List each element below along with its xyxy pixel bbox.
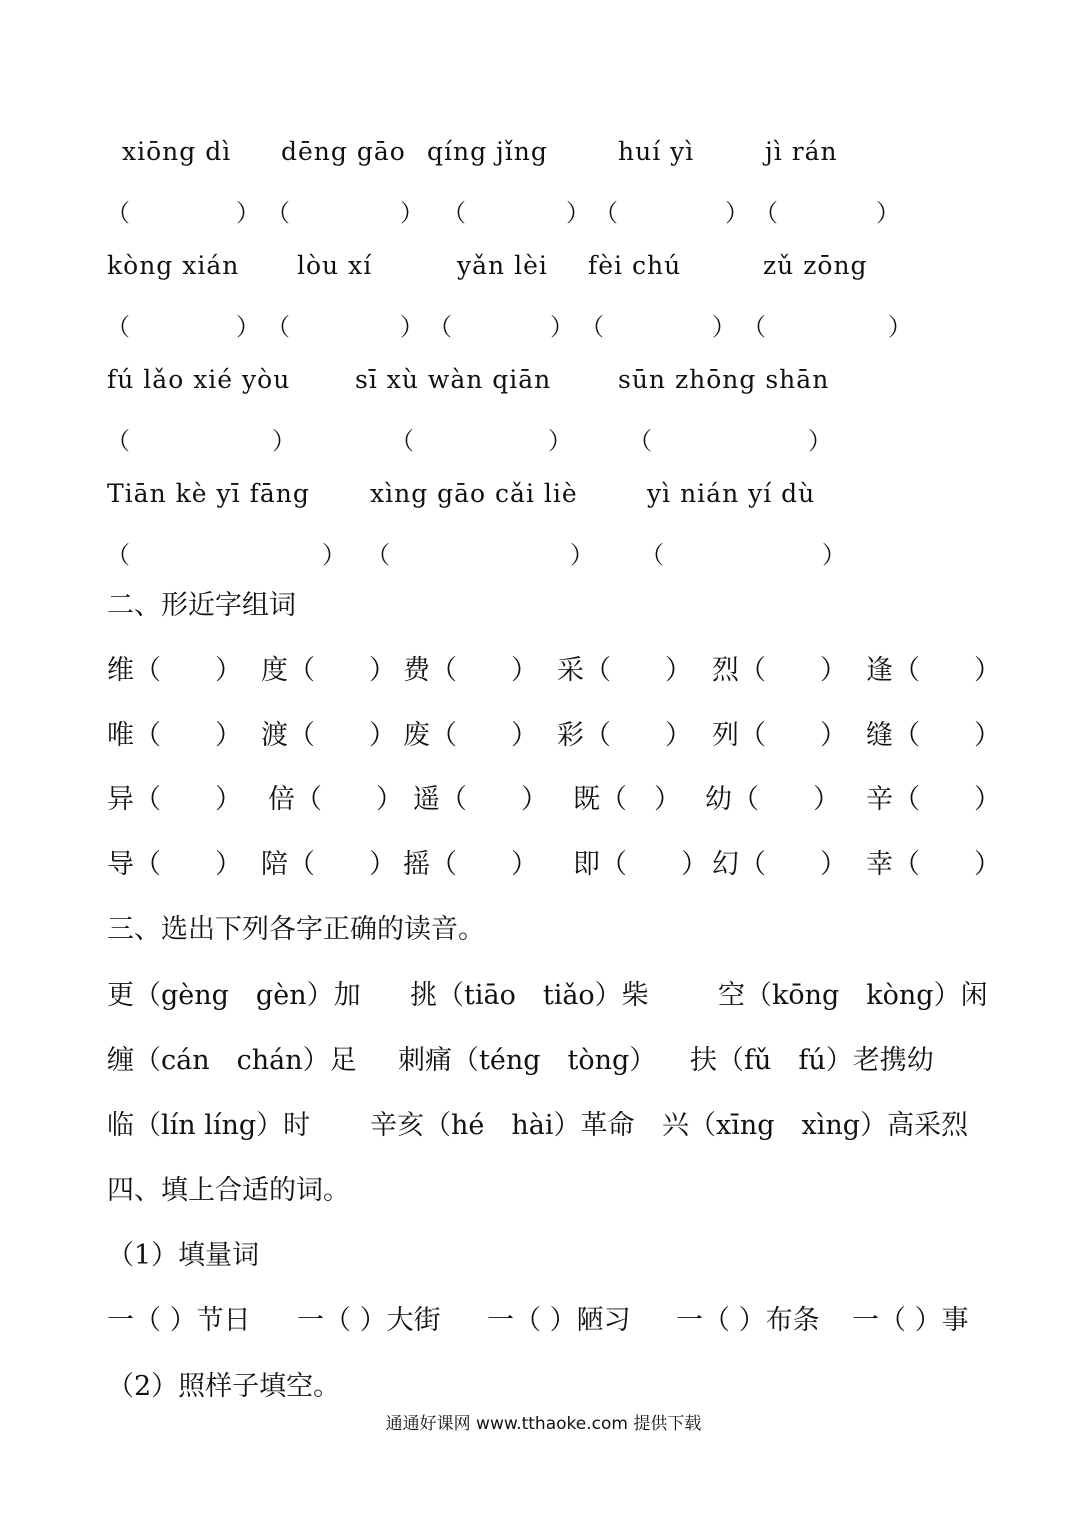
char-item: 幻（ ） xyxy=(712,849,847,880)
pinyin-word: lòu xí xyxy=(297,251,373,280)
answer-paren-close: ） xyxy=(400,199,424,227)
char-item: 摇（ ） xyxy=(403,849,538,880)
pinyin-word: jì rán xyxy=(765,137,838,166)
pronunciation-item: 兴（xīng xìng）高采烈 xyxy=(662,1110,969,1141)
pinyin-word: sūn zhōng shān xyxy=(618,365,830,394)
answer-paren-open: （ xyxy=(428,313,452,341)
char-item: 幼（ ） xyxy=(705,784,840,815)
answer-paren-open: （ xyxy=(580,313,604,341)
pronunciation-item: 扶（fǔ fú）老携幼 xyxy=(690,1045,934,1076)
answer-paren-close: ） xyxy=(712,313,736,341)
pinyin-word: yì nián yí dù xyxy=(647,479,816,508)
answer-paren-close: ） xyxy=(548,427,572,455)
pronunciation-item: 挑（tiāo tiǎo）柴 xyxy=(410,980,649,1011)
answer-paren-open: （ xyxy=(594,199,618,227)
measure-word-item: 一（ ）陋习 xyxy=(487,1305,631,1336)
answer-paren-close: ） xyxy=(566,199,590,227)
answer-paren-open: （ xyxy=(266,313,290,341)
pinyin-word: Tiān kè yī fāng xyxy=(107,479,310,508)
char-item: 幸（ ） xyxy=(866,849,1001,880)
pinyin-word: zǔ zōng xyxy=(763,251,868,280)
char-item: 逢（ ） xyxy=(866,655,1001,686)
pronunciation-item: 更（gèng gèn）加 xyxy=(107,980,361,1011)
char-item: 彩（ ） xyxy=(557,720,692,751)
char-item: 费（ ） xyxy=(403,655,538,686)
pinyin-word: yǎn lèi xyxy=(457,251,548,280)
pinyin-word: xiōng dì xyxy=(122,137,232,166)
section-title: 四、填上合适的词。 xyxy=(107,1175,350,1206)
char-item: 倍（ ） xyxy=(268,784,403,815)
measure-word-item: 一（ ）事 xyxy=(852,1305,969,1336)
pinyin-word: kòng xián xyxy=(107,251,240,280)
measure-word-item: 一（ ）大街 xyxy=(297,1305,441,1336)
char-item: 遥（ ） xyxy=(413,784,548,815)
pinyin-word: sī xù wàn qiān xyxy=(355,365,552,394)
char-item: 缝（ ） xyxy=(866,720,1001,751)
pinyin-word: xìng gāo cǎi liè xyxy=(370,479,578,508)
answer-paren-close: ） xyxy=(236,313,260,341)
answer-paren-open: （ xyxy=(742,313,766,341)
answer-paren-close: ） xyxy=(400,313,424,341)
pinyin-word: huí yì xyxy=(618,137,695,166)
pronunciation-item: 刺痛（téng tòng） xyxy=(398,1045,657,1076)
char-item: 度（ ） xyxy=(261,655,396,686)
answer-paren-close: ） xyxy=(570,541,594,569)
answer-paren-open: （ xyxy=(106,313,130,341)
subsection-title: （1）填量词 xyxy=(107,1240,260,1271)
char-item: 导（ ） xyxy=(107,849,242,880)
answer-paren-open: （ xyxy=(640,541,664,569)
answer-paren-open: （ xyxy=(442,199,466,227)
pinyin-word: dēng gāo xyxy=(281,137,406,166)
answer-paren-open: （ xyxy=(754,199,778,227)
char-item: 列（ ） xyxy=(712,720,847,751)
char-item: 唯（ ） xyxy=(107,720,242,751)
char-item: 陪（ ） xyxy=(261,849,396,880)
pronunciation-item: 缠（cán chán）足 xyxy=(107,1045,357,1076)
answer-paren-close: ） xyxy=(725,199,749,227)
answer-paren-close: ） xyxy=(808,427,832,455)
measure-word-item: 一（ ）布条 xyxy=(676,1305,820,1336)
char-item: 异（ ） xyxy=(107,784,242,815)
char-item: 既（ ） xyxy=(573,784,681,815)
measure-word-item: 一（ ）节日 xyxy=(107,1305,251,1336)
footer-credit: 通通好课网 www.tthaoke.com 提供下载 xyxy=(385,1414,702,1434)
answer-paren-close: ） xyxy=(822,541,846,569)
answer-paren-open: （ xyxy=(106,541,130,569)
answer-paren-close: ） xyxy=(322,541,346,569)
answer-paren-open: （ xyxy=(106,199,130,227)
char-item: 维（ ） xyxy=(107,655,242,686)
answer-paren-close: ） xyxy=(876,199,900,227)
answer-paren-open: （ xyxy=(266,199,290,227)
answer-paren-close: ） xyxy=(236,199,260,227)
answer-paren-open: （ xyxy=(390,427,414,455)
pinyin-word: qíng jǐng xyxy=(427,137,548,166)
section-title: 三、选出下列各字正确的读音。 xyxy=(107,914,485,945)
char-item: 辛（ ） xyxy=(866,784,1001,815)
char-item: 渡（ ） xyxy=(261,720,396,751)
answer-paren-close: ） xyxy=(888,313,912,341)
char-item: 采（ ） xyxy=(557,655,692,686)
char-item: 废（ ） xyxy=(403,720,538,751)
pinyin-word: fèi chú xyxy=(588,251,682,280)
char-item: 即（ ） xyxy=(573,849,708,880)
answer-paren-open: （ xyxy=(366,541,390,569)
answer-paren-open: （ xyxy=(106,427,130,455)
pronunciation-item: 空（kōng kòng）闲 xyxy=(718,980,988,1011)
pronunciation-item: 临（lín líng）时 xyxy=(107,1110,311,1141)
section-title: 二、形近字组词 xyxy=(107,590,296,621)
subsection-title: （2）照样子填空。 xyxy=(107,1371,341,1402)
pronunciation-item: 辛亥（hé hài）革命 xyxy=(370,1110,635,1141)
char-item: 烈（ ） xyxy=(712,655,847,686)
answer-paren-close: ） xyxy=(550,313,574,341)
answer-paren-open: （ xyxy=(628,427,652,455)
pinyin-word: fú lǎo xié yòu xyxy=(107,365,291,394)
answer-paren-close: ） xyxy=(272,427,296,455)
